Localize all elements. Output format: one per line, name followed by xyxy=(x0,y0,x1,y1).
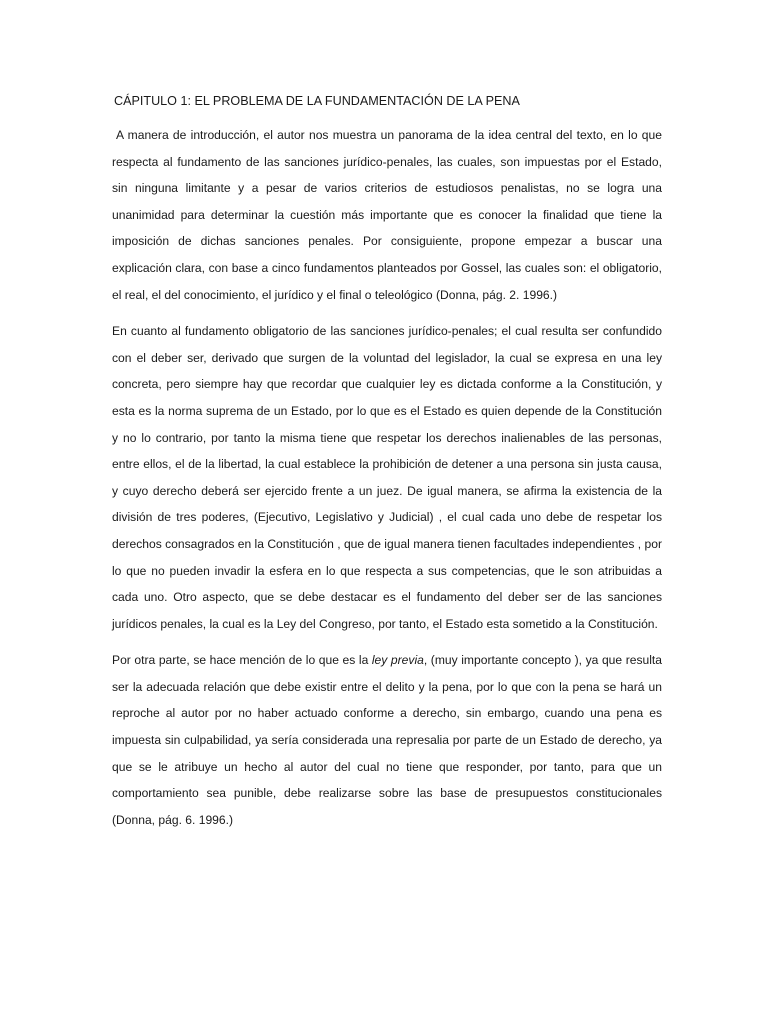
chapter-title: CÁPITULO 1: EL PROBLEMA DE LA FUNDAMENTACIÓN DE LA PENA xyxy=(114,94,520,108)
document-page xyxy=(112,88,662,843)
paragraph-fundamento-obligatorio: En cuanto al fundamento obligatorio de las sanciones jurídico-penales; el cual resulta ser confundido con el deber ser, derivado que surgen de la voluntad del legislador, la cual se expresa en una ley concreta, pero siempre hay que recordar que cualquier ley es dictada conforme a la Constitución, y esta es la norma suprema de un Estado, por lo que es el Estado es quien depende de la Constitución y no lo contrario, por tanto la misma tiene que respetar los derechos inalienables de las personas, entre ellos, el de la libertad, la cual establece la prohibición de detener a una persona sin justa causa, y cuyo derecho deberá ser ejercido frente a un juez. De igual manera, se afirma la existencia de la división de tres poderes, (Ejecutivo, Legislativo y Judicial) , el cual cada uno debe de respetar los derechos consagrados en la Constitución , que de igual manera tienen facultades independientes , por lo que no pueden invadir la esfera en lo que respecta a sus competencias, que le son atribuidas a cada uno. Otro aspecto, que se debe destacar es el fundamento del deber ser de las sanciones jurídicos penales, la cual es la Ley del Congreso, por tanto, el Estado esta sometido a la Constitución. xyxy=(112,324,662,631)
paragraph-ley-previa xyxy=(112,647,662,833)
paragraph-3-text-before: Por otra parte, se hace mención de lo que es la xyxy=(112,653,372,668)
paragraph-introduction: A manera de introducción, el autor nos muestra un panorama de la idea central del texto, en lo que respecta al fundamento de las sanciones jurídico-penales, las cuales, son impuestas por el Estado, sin ninguna limitante y a pesar de varios criterios de estudiosos penalistas, no se logra una unanimidad para determinar la cuestión más importante que es conocer la finalidad que tiene la imposición de dichas sanciones penales. Por consiguiente, propone empezar a buscar una explicación clara, con base a cinco fundamentos planteados por Gossel, las cuales son: el obligatorio, el real, el del conocimiento, el jurídico y el final o teleológico (Donna, pág. 2. 1996.) xyxy=(112,128,662,302)
paragraph-3-text-after: , (muy importante concepto ), ya que resulta ser la adecuada relación que debe existir entre el delito y la pena, por lo que con la pena se hará un reproche al autor por no haber actuado conforme a derecho, sin embargo, cuando una pena es impuesta sin culpabilidad, ya sería considerada una represalia por parte de un Estado de derecho, ya que se le atribuye un hecho al autor del cual no tiene que responder, por tanto, para que un comportamiento sea punible, debe realizarse sobre las base de presupuestos constitucionales (Donna, pág. 6. 1996.) xyxy=(112,653,662,827)
ley-previa-emphasis: ley previa xyxy=(371,653,424,668)
